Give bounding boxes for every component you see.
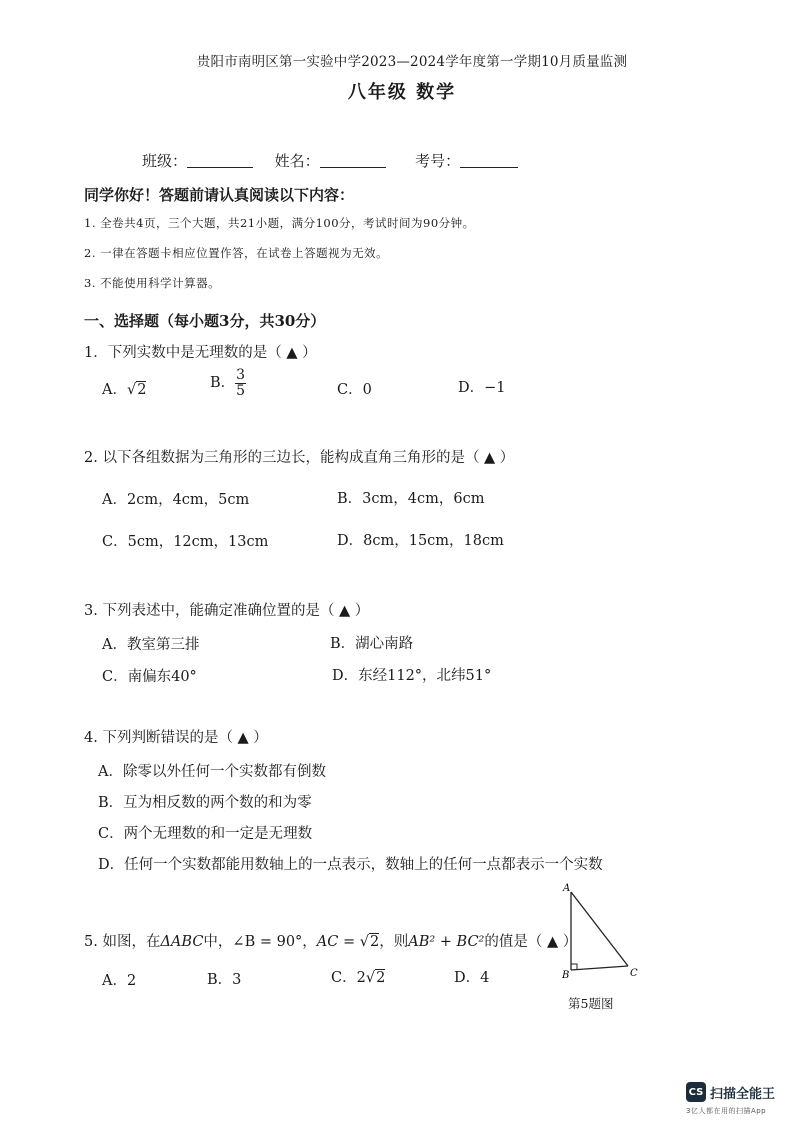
class-blank xyxy=(187,153,253,168)
question-2-option-c: C．5cm，12cm，13cm xyxy=(102,534,269,550)
question-3-stem: 3. 下列表述中，能确定准确位置的是（ ▲ ） xyxy=(84,603,370,619)
question-5-option-c: C．2√2 xyxy=(331,970,386,986)
question-4-option-d: D．任何一个实数都能用数轴上的一点表示，数轴上的任何一点都表示一个实数 xyxy=(98,857,603,873)
question-5-stem: 5. 如图，在ΔABC中，∠B = 90°，AC = √2，则AB² + BC²的值是（ ▲ ） xyxy=(84,934,578,950)
intro-greeting: 同学你好！答题前请认真阅读以下内容： xyxy=(84,186,355,204)
triangle-side-ac xyxy=(571,892,628,966)
question-5-option-b: B．3 xyxy=(207,972,242,988)
question-4-stem: 4. 下列判断错误的是（ ▲ ） xyxy=(84,730,268,746)
intro-note-3: 3. 不能使用科学计算器。 xyxy=(84,276,221,290)
scanner-tagline: 3亿人都在用的扫描App xyxy=(686,1107,767,1115)
question-4-option-a: A．除零以外任何一个实数都有倒数 xyxy=(98,764,326,780)
question-1-option-a: A．√2 xyxy=(102,382,147,398)
figure-caption: 第5题图 xyxy=(568,996,614,1011)
question-1-option-d: D．−1 xyxy=(458,380,506,396)
scanner-logo: CS xyxy=(686,1082,706,1102)
question-3-option-c: C．南偏东40° xyxy=(102,669,197,685)
student-info-row xyxy=(142,150,518,171)
question-4-option-c: C．两个无理数的和一定是无理数 xyxy=(98,826,313,842)
exam-subject-title: 八年级 数学 xyxy=(347,82,457,103)
name-blank xyxy=(320,153,386,168)
question-5-option-a: A．2 xyxy=(102,973,137,989)
question-1-stem: 1．下列实数中是无理数的是（ ▲ ） xyxy=(84,345,317,361)
question-2-option-d: D．8cm，15cm，18cm xyxy=(337,533,504,549)
question-1-option-c: C．0 xyxy=(337,382,372,398)
name-label: 姓名： xyxy=(274,152,320,170)
question-3-option-a: A．教室第三排 xyxy=(102,637,200,653)
exam-header-title: 贵阳市南明区第一实验中学2023—2024学年度第一学期10月质量监测 xyxy=(196,54,628,70)
exam-number-label: 考号： xyxy=(415,152,461,170)
question-4-option-b: B．互为相反数的两个数的和为零 xyxy=(98,795,312,811)
exam-number-blank xyxy=(460,153,518,168)
intro-note-1: 1. 全卷共4页，三个大题，共21小题，满分100分，考试时间为90分钟。 xyxy=(84,216,475,230)
section-title-choice: 一、选择题（每小题3分，共30分） xyxy=(84,312,326,330)
question-5-figure xyxy=(556,880,642,980)
scanner-watermark xyxy=(686,1082,775,1102)
question-5-option-d: D．4 xyxy=(454,970,490,986)
question-1-option-b: B． $\frac{3}{5}$ xyxy=(210,367,246,399)
question-2-option-b: B．3cm，4cm，6cm xyxy=(337,491,485,507)
vertex-label-b: B xyxy=(562,970,570,980)
vertex-label-a: A xyxy=(563,883,571,894)
question-3-option-b: B．湖心南路 xyxy=(330,636,414,652)
vertex-label-c: C xyxy=(630,968,638,979)
question-3-option-d: D．东经112°，北纬51° xyxy=(332,668,492,684)
triangle-side-bc xyxy=(571,966,628,970)
class-label: 班级： xyxy=(142,152,188,170)
question-2-option-a: A．2cm，4cm，5cm xyxy=(102,492,250,508)
question-2-stem: 2. 以下各组数据为三角形的三边长，能构成直角三角形的是（ ▲ ） xyxy=(84,450,515,466)
intro-note-2: 2. 一律在答题卡相应位置作答，在试卷上答题视为无效。 xyxy=(84,246,389,260)
scanner-app-name: 扫描全能王 xyxy=(710,1086,776,1102)
